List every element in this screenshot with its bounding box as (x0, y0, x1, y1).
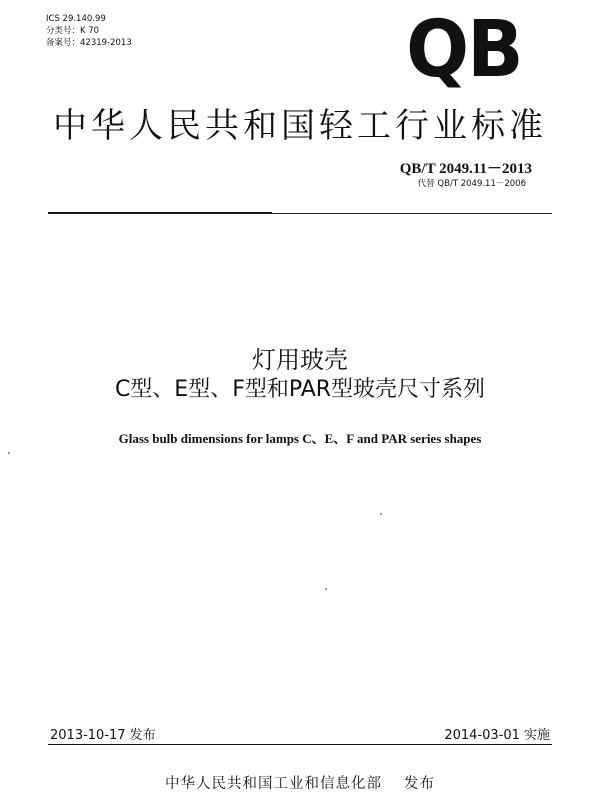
ics-code: ICS 29.140.99 (46, 14, 106, 24)
qb-logo: QB (406, 5, 522, 95)
scan-speck (8, 452, 10, 454)
implementation-date: 2014-03-01 实施 (444, 728, 550, 743)
english-title: Glass bulb dimensions for lamps C、E、F and PAR series shapes (118, 431, 482, 446)
issuer-action: 发布 (404, 776, 435, 792)
header-divider (48, 213, 552, 214)
footer-divider (48, 744, 552, 745)
document-subtitle: C型、E型、F型和PAR型玻壳尺寸系列 (114, 377, 486, 402)
organization-title: 中华人民共和国轻工行业标准 (53, 106, 547, 146)
issuer-name: 中华人民共和国工业和信息化部 (165, 776, 382, 792)
standard-number: QB/T 2049.11－2013 (399, 161, 532, 177)
issue-date: 2013-10-17 发布 (50, 728, 156, 743)
classification-number: 分类号：K 70 (46, 26, 100, 36)
scan-speck (380, 513, 382, 515)
scan-speck (325, 588, 327, 590)
filing-number: 备案号：42319-2013 (46, 38, 132, 48)
document-metadata (46, 13, 132, 49)
issuing-authority (0, 772, 600, 793)
document-title: 灯用玻壳 (252, 346, 348, 374)
replaces-standard: 代替 QB/T 2049.11－2006 (417, 179, 526, 189)
